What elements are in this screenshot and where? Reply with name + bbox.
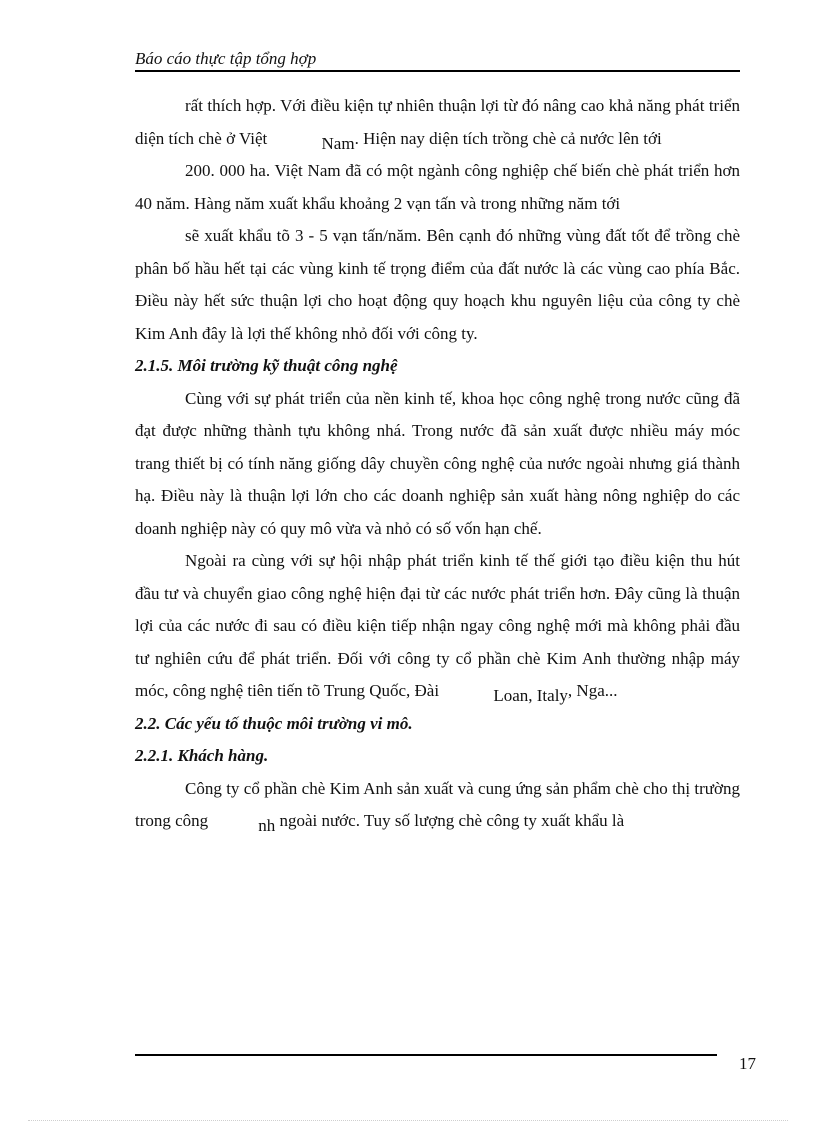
text-run: . Hiện nay diện tích trồng chè cả nước lên tới xyxy=(354,128,662,148)
header-rule xyxy=(135,70,740,72)
footer-rule xyxy=(135,1054,717,1056)
section-heading: 2.1.5. Môi trường kỹ thuật công nghệ xyxy=(135,356,398,375)
text-run: Nam xyxy=(321,133,355,153)
paragraph xyxy=(135,773,740,838)
section-heading: 2.2. Các yếu tố thuộc môi trường vi mô. xyxy=(135,713,413,733)
text-run: nh xyxy=(258,816,276,835)
text-run: rất thích hợp. Với điều kiện tự nhiên thuận lợi từ đó nâng cao khả năng phát triển diện tích chè ở Việt xyxy=(135,96,740,148)
text-run: Ngoài ra cùng với sự hội nhập phát triển kinh tế thế giới tạo điều kiện thu hút đầu tư và chuyển giao công nghệ hiện đại từ các nước phát triển hơn. Đây cũng là thuận lợi của các nước đi sau có điều kiện tiếp nhận ngay công nghệ mới mà không phải đầu tư nghiên cứu để phát triển. Đối với công ty cổ phần chè Kim Anh thường nhập máy móc, công nghệ tiên tiến tõ Trung Quốc, Đài xyxy=(135,551,740,700)
section-heading: 2.2.1. Khách hàng. xyxy=(135,746,269,765)
text-run: , Nga... xyxy=(567,681,618,700)
paragraph xyxy=(135,545,740,708)
paragraph xyxy=(135,90,740,155)
page-number: 17 xyxy=(739,1054,756,1073)
page-edge-divider xyxy=(28,1120,788,1121)
running-header: Báo cáo thực tập tổng hợp xyxy=(135,49,317,68)
text-run: Loan, Italy xyxy=(493,686,568,705)
paragraph: 200. 000 ha. Việt Nam đã có một ngành công nghiệp chế biến chè phát triển hơn 40 năm. Hàng năm xuất khẩu khoảng 2 vạn tấn và trong những năm tới xyxy=(135,161,740,213)
paragraph: sẽ xuất khẩu tõ 3 - 5 vạn tấn/năm. Bên cạnh đó những vùng đất tốt để trồng chè phân bố hầu hết tại các vùng kinh tế trọng điểm của đất nước là các vùng cao phía Bắc. Điều này hết sức thuận lợi cho hoạt động quy hoạch khu nguyên liệu của công ty chè Kim Anh đây là lợi thế không nhỏ đối với công ty. xyxy=(135,226,740,343)
text-run: ngoài nước. Tuy số lượng chè công ty xuất khẩu là xyxy=(275,811,625,830)
document-body xyxy=(135,90,740,838)
text-run: Công ty cổ phần chè Kim Anh sản xuất và cung ứng sản phẩm chè cho thị trường trong công xyxy=(135,778,740,830)
paragraph: Cùng với sự phát triển của nền kinh tế, khoa học công nghệ trong nước cũng đã đạt được những thành tựu không nhá. Trong nước đã sản xuất được nhiều máy móc trang thiết bị có tính năng giống dây chuyền công nghệ của nước ngoài nhưng giá thành hạ. Điều này là thuận lợi lớn cho các doanh nghiệp sản xuất hàng nông nghiệp do các doanh nghiệp này có quy mô vừa và nhỏ có số vốn hạn chế. xyxy=(135,388,740,538)
